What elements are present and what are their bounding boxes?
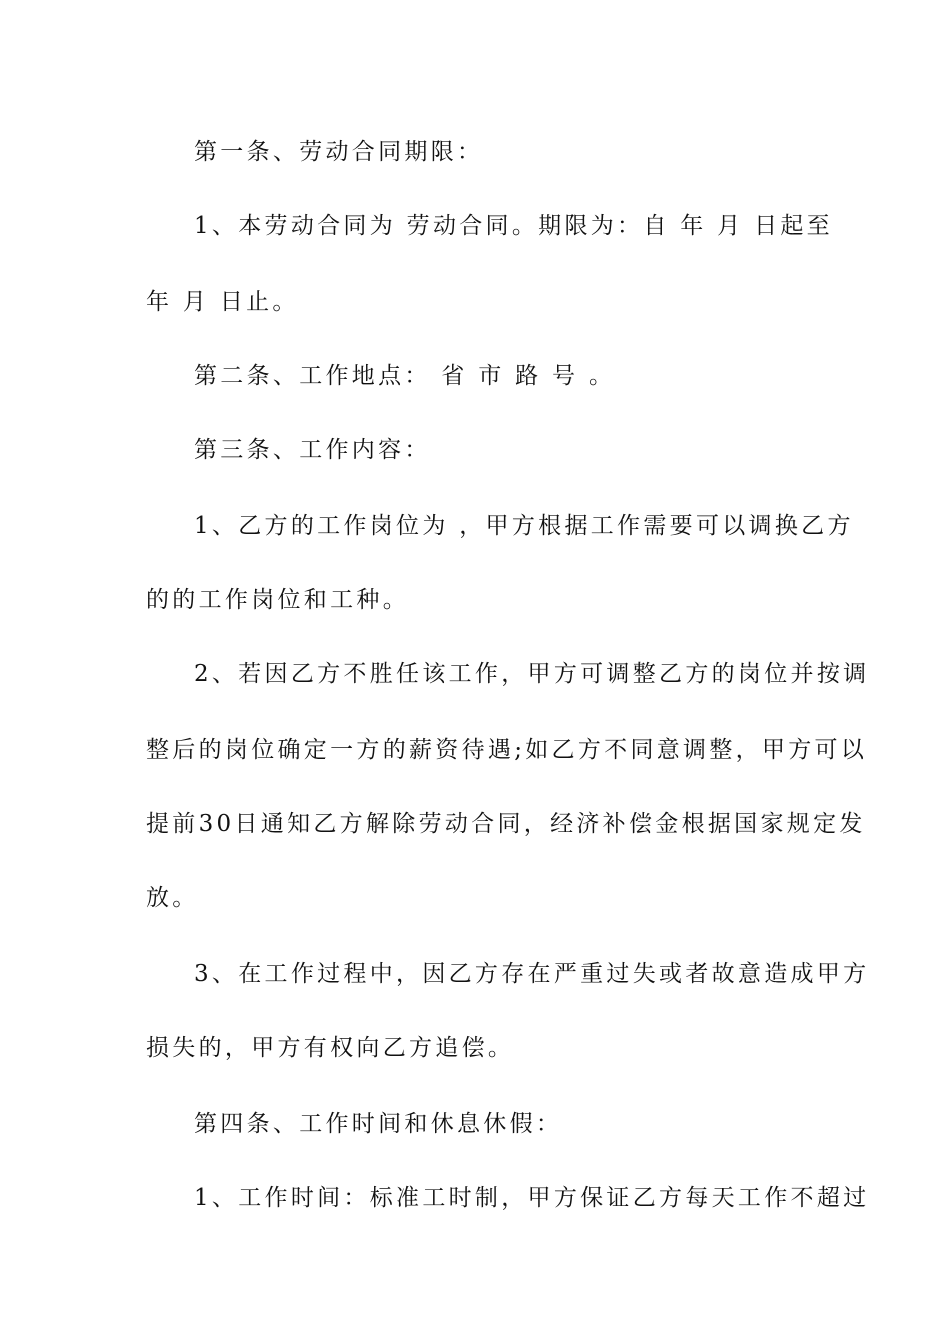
article-3-clause-3-line-1: 3、在工作过程中，因乙方存在严重过失或者故意造成甲方 <box>194 961 870 987</box>
article-3-clause-1-line-2: 的的工作岗位和工种。 <box>146 587 409 613</box>
article-3-clause-3-line-2: 损失的，甲方有权向乙方追偿。 <box>146 1035 515 1061</box>
article-3-clause-2-line-1: 2、若因乙方不胜任该工作，甲方可调整乙方的岗位并按调 <box>194 661 870 687</box>
article-3-clause-1-line-1: 1、乙方的工作岗位为 ，甲方根据工作需要可以调换乙方 <box>194 513 854 539</box>
article-2-heading: 第二条、工作地点： 省 市 路 号 。 <box>194 363 616 389</box>
article-1-clause-1-line-1: 1、本劳动合同为 劳动合同。期限为：自 年 月 日起至 <box>194 213 833 239</box>
article-3-clause-2-line-4: 放。 <box>146 885 199 911</box>
article-4-clause-1-line-1: 1、工作时间：标准工时制，甲方保证乙方每天工作不超过 <box>194 1185 870 1211</box>
article-3-clause-2-line-3: 提前30日通知乙方解除劳动合同，经济补偿金根据国家规定发 <box>146 811 866 837</box>
article-1-heading: 第一条、劳动合同期限： <box>194 139 484 165</box>
article-1-clause-1-line-2: 年 月 日止。 <box>146 289 299 315</box>
article-4-heading: 第四条、工作时间和休息休假： <box>194 1111 563 1137</box>
article-3-heading: 第三条、工作内容： <box>194 437 431 463</box>
article-3-clause-2-line-2: 整后的岗位确定一方的薪资待遇;如乙方不同意调整，甲方可以 <box>146 737 868 763</box>
